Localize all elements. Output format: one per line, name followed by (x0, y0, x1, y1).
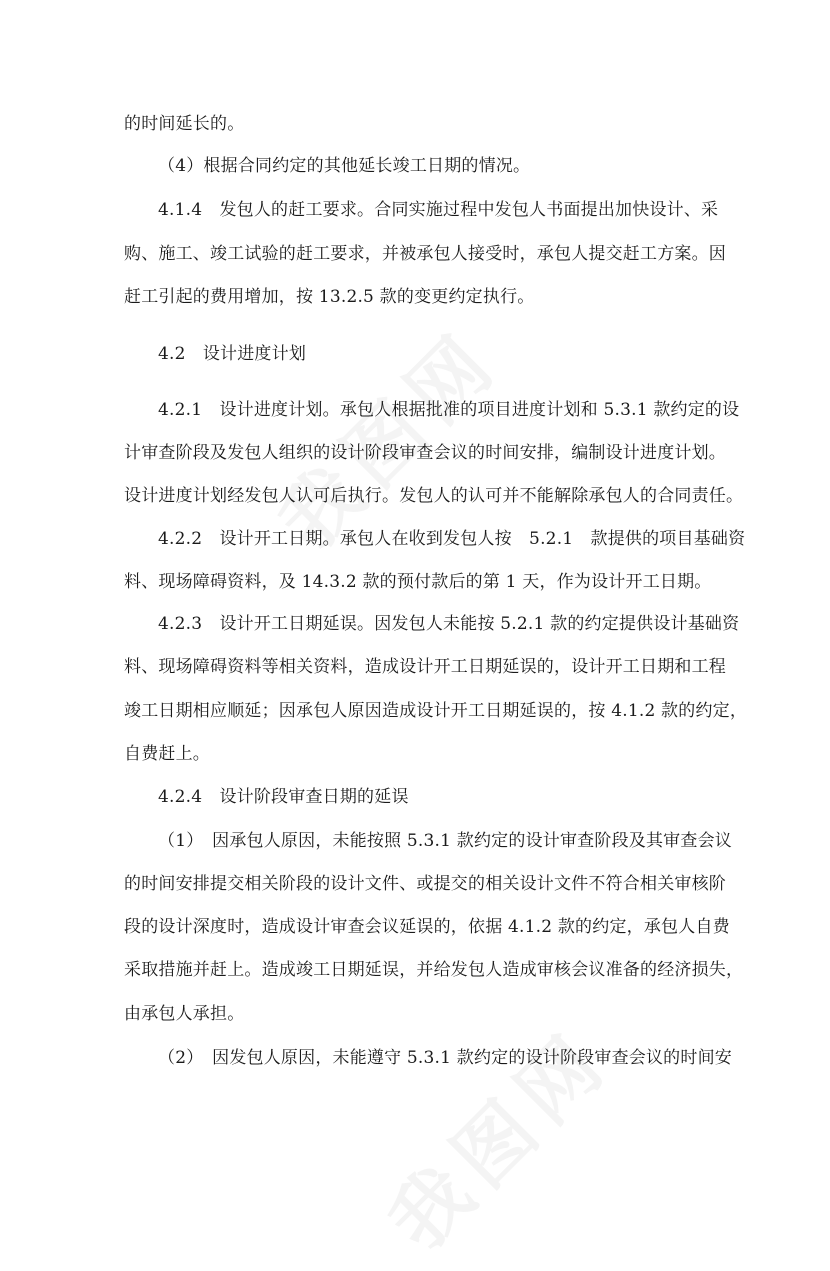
text-line: 的时间延长的。 (124, 114, 245, 134)
text-line: （4）根据合同约定的其他延长竣工日期的情况。 (158, 156, 531, 176)
clause-4-2-2: 4.2.2 设计开工日期。承包人在收到发包人按 5.2.1 款提供的项目基础资 (158, 529, 746, 549)
text-line: 料、现场障碍资料等相关资料，造成设计开工日期延误的，设计开工日期和工程 (124, 657, 726, 677)
clause-4-2-4: 4.2.4 设计阶段审查日期的延误 (158, 787, 409, 807)
text-line: 竣工日期相应顺延；因承包人原因造成设计开工日期延误的，按 4.1.2 款的约定， (124, 701, 748, 721)
item-2: （2） 因发包人原因，未能遵守 5.3.1 款约定的设计阶段审查会议的时间安 (158, 1048, 732, 1068)
text-line: 采取措施并赶上。造成竣工日期延误，并给发包人造成审核会议准备的经济损失， (124, 960, 744, 980)
text-line: 设计进度计划经发包人认可后执行。发包人的认可并不能解除承包人的合同责任。 (124, 486, 744, 506)
text-line: 的时间安排提交相关阶段的设计文件、或提交的相关设计文件不符合相关审核阶 (124, 874, 726, 894)
clause-4-2-1: 4.2.1 设计进度计划。承包人根据批准的项目进度计划和 5.3.1 款约定的设 (158, 400, 740, 420)
text-line: 由承包人承担。 (124, 1004, 245, 1024)
text-line: 料、现场障碍资料，及 14.3.2 款的预付款后的第 1 天，作为设计开工日期。 (124, 572, 712, 592)
text-line: 段的设计深度时，造成设计审查会议延误的，依据 4.1.2 款的约定，承包人自费 (124, 917, 730, 937)
text-line: 计审查阶段及发包人组织的设计阶段审查会议的时间安排，编制设计进度计划。 (124, 443, 726, 463)
watermark-bottom (360, 1001, 630, 1271)
section-heading-4-2: 4.2 设计进度计划 (158, 344, 307, 364)
clause-4-1-4: 4.1.4 发包人的赶工要求。合同实施过程中发包人书面提出加快设计、采 (158, 200, 719, 220)
text-line: 自费赶上。 (124, 744, 210, 764)
text-line: 购、施工、竣工试验的赶工要求，并被承包人接受时，承包人提交赶工方案。因 (124, 244, 726, 264)
text-line: 赶工引起的费用增加，按 13.2.5 款的变更约定执行。 (124, 287, 535, 307)
clause-4-2-3: 4.2.3 设计开工日期延误。因发包人未能按 5.2.1 款的约定提供设计基础资 (158, 614, 740, 634)
item-1: （1） 因承包人原因，未能按照 5.3.1 款约定的设计审查阶段及其审查会议 (158, 831, 732, 851)
